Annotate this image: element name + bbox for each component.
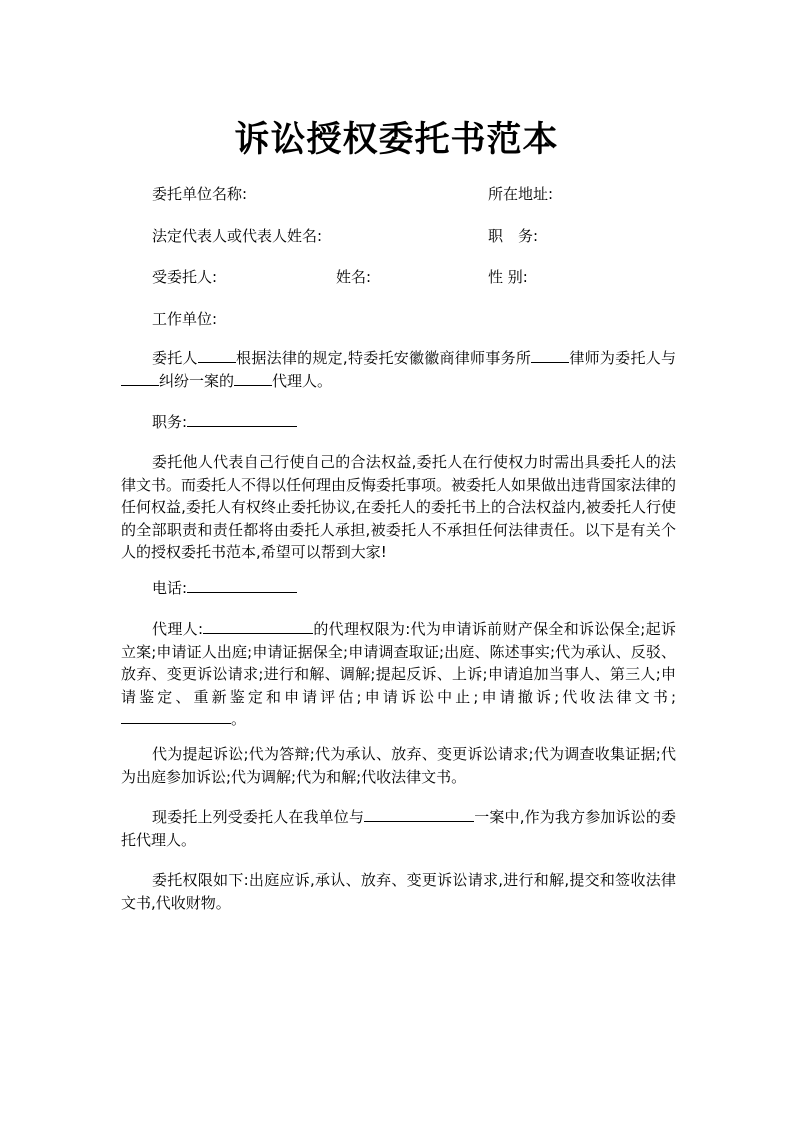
blank-line (121, 709, 231, 724)
appointment-paragraph: 现委托上列受委托人在我单位与 一案中,作为我方参加诉讼的委托代理人。 (121, 808, 676, 849)
blank-line (187, 412, 297, 427)
blank-line (203, 619, 313, 634)
duty-line: 职务: (152, 411, 297, 433)
explanation-paragraph: 委托他人代表自己行使自己的合法权益,委托人在行使权力时需出具委托人的法律文书。而委托人不得以任何理由反悔委托事项。被委托人如果做出违背国家法律的任何权益,委托人有权终止委托协议,在委托人的委托书上的合法权益内,被委托人行使的全部职责和责任都将由委托人承担,被委托人不承担任何法律责任。以下是有关个人的授权委托书范本,希望可以帮到大家! (121, 453, 677, 561)
document-title: 诉讼授权委托书范本 (234, 120, 559, 160)
work-unit-label: 工作单位: (152, 310, 218, 328)
gender-label: 性 别: (488, 268, 528, 286)
trustee-label: 受委托人: (152, 268, 218, 286)
legal-rep-label: 法定代表人或代表人姓名: (152, 227, 323, 245)
name-label: 姓名: (336, 268, 372, 286)
blank-line (234, 371, 272, 386)
blank-line (187, 578, 297, 593)
blank-line (121, 371, 159, 386)
agent-authority-paragraph: 代理人: 的代理权限为:代为申请诉前财产保全和诉讼保全;起诉立案;申请证人出庭;申请证据保全;申请调查取证;出庭、陈述事实;代为承认、反驳、放弃、变更诉讼请求;进行和解、调解;提起反诉、上诉;申请追加当事人、第三人;申请鉴定、重新鉴定和申请评估;申请诉讼中止;申请撤诉;代收法律文书;。 (121, 620, 676, 728)
blank-line (364, 807, 474, 822)
blank-line (531, 348, 569, 363)
phone-line: 电话: (152, 577, 297, 599)
address-label: 所在地址: (488, 185, 554, 203)
delegation-paragraph: 委托人 根据法律的规定,特委托安徽徽商律师事务所 律师为委托人与纠纷一案的 代理人。 (121, 347, 676, 392)
litigation-acts-paragraph: 代为提起诉讼;代为答辩;代为承认、放弃、变更诉讼请求;代为调查收集证据;代为出庭参加诉讼;代为调解;代为和解;代收法律文书。 (121, 745, 676, 786)
blank-line (198, 348, 236, 363)
unit-name-label: 委托单位名称: (152, 185, 248, 203)
position-label: 职 务: (488, 227, 539, 245)
scope-paragraph: 委托权限如下:出庭应诉,承认、放弃、变更诉讼请求,进行和解,提交和签收法律文书,代收财物。 (121, 871, 676, 912)
